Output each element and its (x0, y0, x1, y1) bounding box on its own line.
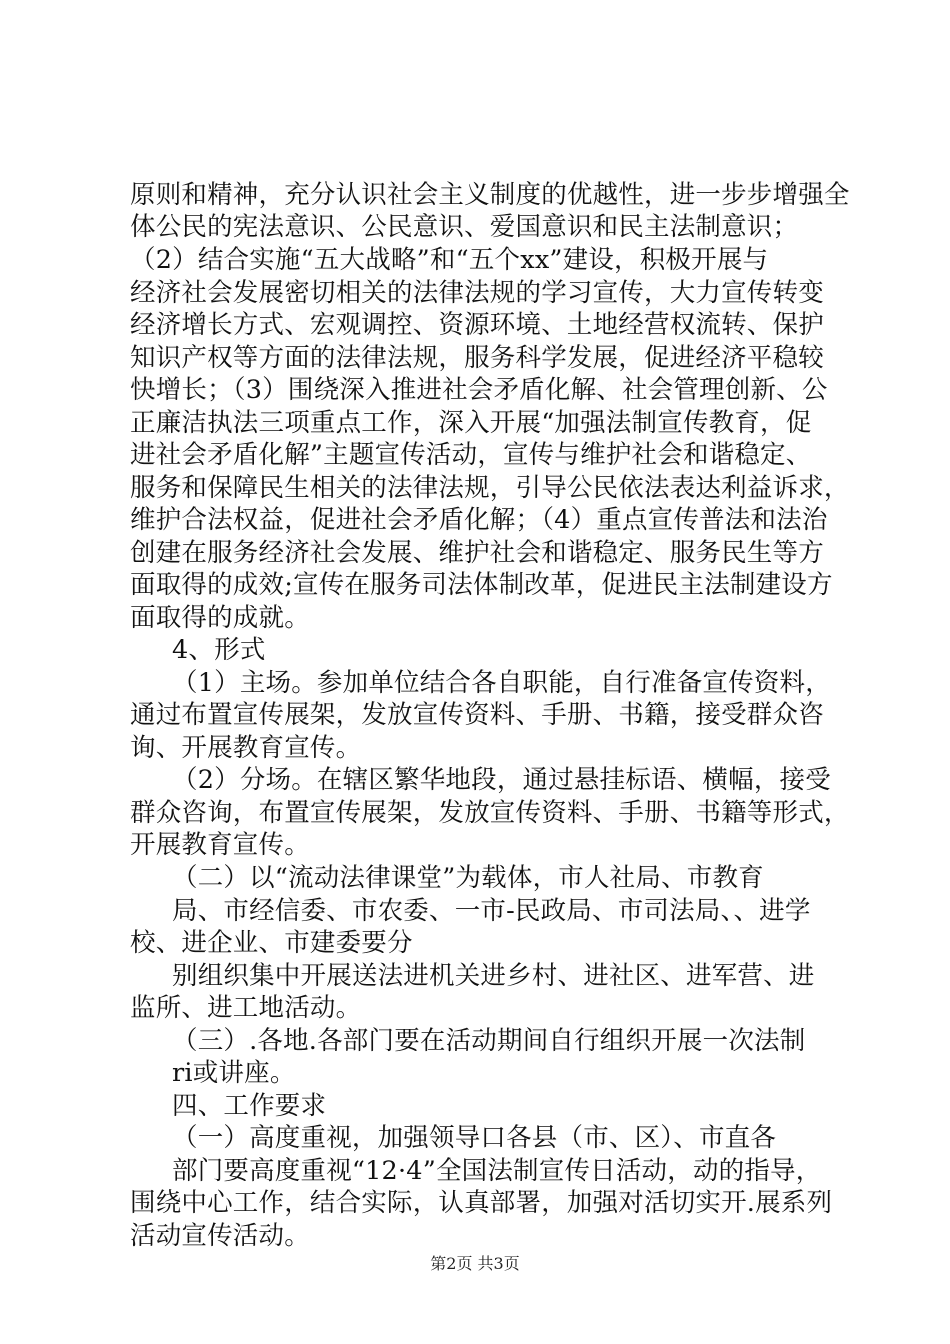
body-text-line: 服务和保障民生相关的法律法规，引导公民依法表达利益诉求， (130, 473, 850, 503)
body-text-line: 群众咨询，布置宣传展架，发放宣传资料、手册、书籍等形式， (130, 798, 850, 828)
body-text-line: （1）主场。参加单位结合各自职能，自行准备宣传资料， (172, 668, 831, 698)
body-text-line: 校、进企业、市建委要分 (130, 928, 413, 958)
body-text-line: 面取得的成效;宣传在服务司法体制改革，促进民主法制建设方 (130, 570, 833, 600)
section-heading: 四、工作要求 (172, 1091, 327, 1121)
body-text-line: （二）以“流动法律课堂”为载体，市人社局、市教育 (172, 863, 764, 893)
body-text-line: 活动宣传活动。 (130, 1221, 310, 1251)
body-text-line: 围绕中心工作，结合实际，认真部署，加强对活切实开.展系列 (130, 1188, 833, 1218)
body-text-line: 开展教育宣传。 (130, 830, 310, 860)
body-text-line: 监所、进工地活动。 (130, 993, 362, 1023)
body-text-line: 知识产权等方面的法律法规，服务科学发展，促进经济平稳较 (130, 343, 824, 373)
body-text-line: 体公民的宪法意识、公民意识、爱国意识和民主法制意识； (130, 212, 799, 242)
body-text-line: 询、开展教育宣传。 (130, 733, 362, 763)
body-text-line: ri或讲座。 (172, 1058, 296, 1088)
body-text-line: 创建在服务经济社会发展、维护社会和谐稳定、服务民生等方 (130, 538, 824, 568)
body-text-line: 面取得的成就。 (130, 603, 310, 633)
body-text-line: 通过布置宣传展架，发放宣传资料、手册、书籍，接受群众咨 (130, 700, 824, 730)
body-text-line: 进社会矛盾化解”主题宣传活动，宣传与维护社会和谐稳定、 (130, 440, 812, 470)
body-text-line: 原则和精神，充分认识社会主义制度的优越性，进一步步增强全 (130, 180, 850, 210)
body-text-line: 维护合法权益，促进社会矛盾化解；（4）重点宣传普法和法治 (130, 505, 828, 535)
body-text-line: 经济增长方式、宏观调控、资源环境、土地经营权流转、保护 (130, 310, 824, 340)
body-text-line: 部门要高度重视“12·4”全国法制宣传日活动，动的指导， (172, 1156, 822, 1186)
body-text-line: （一）高度重视，加强领导口各县（市、区）、市直各 (172, 1123, 777, 1153)
body-text-line: （2）结合实施“五大战略”和“五个xx”建设，积极开展与 (130, 245, 769, 275)
body-text-line: 经济社会发展密切相关的法律法规的学习宣传，大力宣传转变 (130, 278, 824, 308)
body-text-line: （三）.各地.各部门要在活动期间自行组织开展一次法制 (172, 1026, 806, 1056)
page-footer: 第2页 共3页 (430, 1254, 520, 1273)
body-text-line: （2）分场。在辖区繁华地段，通过悬挂标语、横幅，接受 (172, 765, 831, 795)
section-heading: 4、形式 (172, 635, 266, 665)
body-text-line: 正廉洁执法三项重点工作，深入开展“加强法制宣传教育，促 (130, 408, 812, 438)
body-text-line: 快增长；（3）围绕深入推进社会矛盾化解、社会管理创新、公 (130, 375, 828, 405)
body-text-line: 别组织集中开展送法进机关进乡村、进社区、进军营、进 (172, 961, 815, 991)
body-text-line: 局、市经信委、市农委、一市-民政局、市司法局、、进学 (172, 896, 811, 926)
